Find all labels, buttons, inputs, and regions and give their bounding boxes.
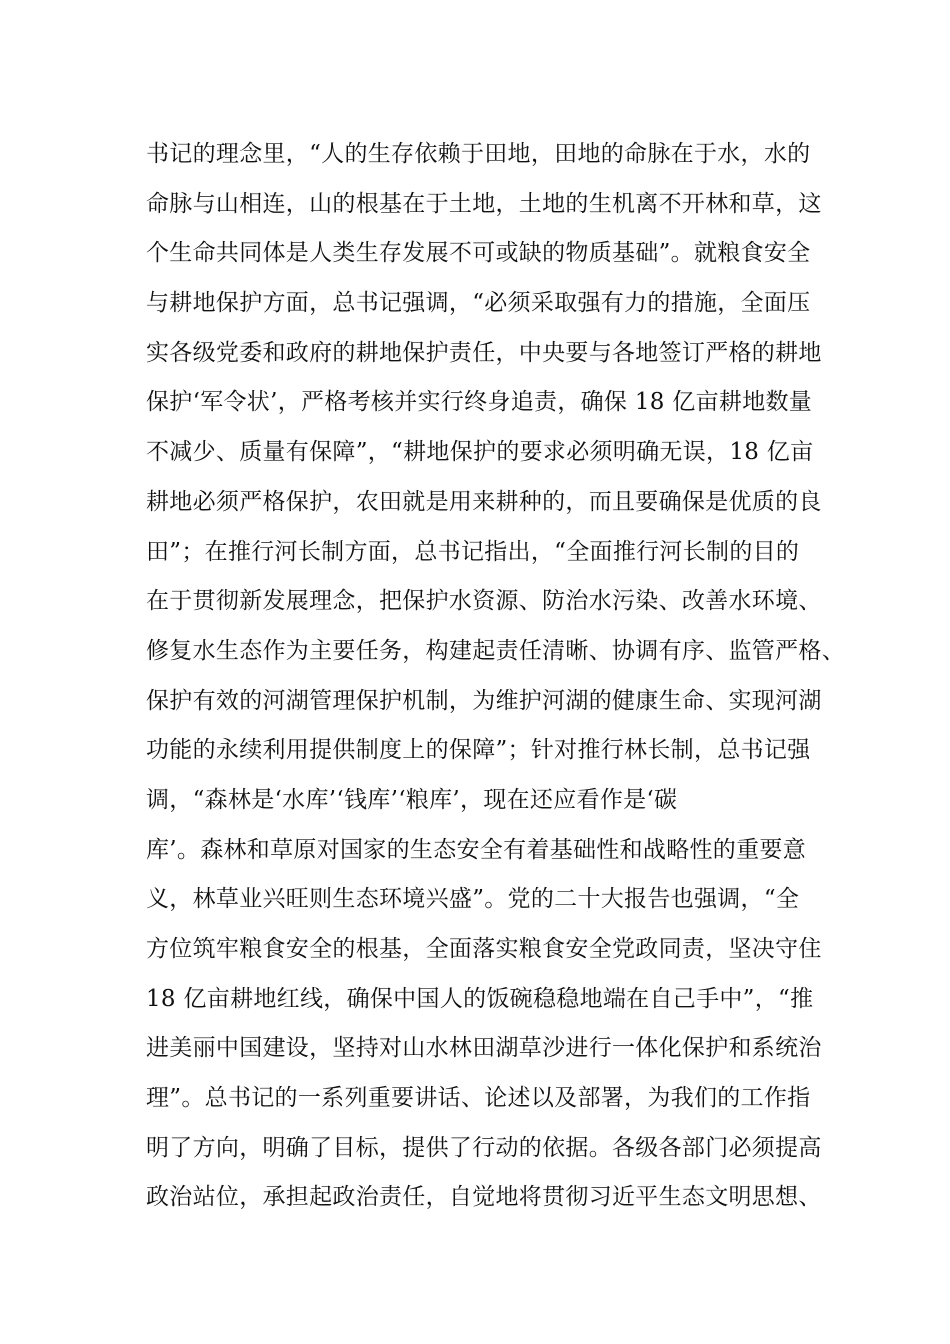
text-line-13: 功能的永续利用提供制度上的保障”；针对推行林长制，总书记强 (146, 737, 811, 764)
text-line-22: 政治站位，承担起政治责任，自觉地将贯彻习近平生态文明思想、 (146, 1184, 822, 1211)
text-line-15: 库’。森林和草原对国家的生态安全有着基础性和战略性的重要意 (146, 836, 807, 863)
text-line-19: 进美丽中国建设，坚持对山水林田湖草沙进行一体化保护和系统治 (146, 1035, 822, 1062)
text-line-17: 方位筑牢粮食安全的根基，全面落实粮食安全党政同责，坚决守住 (146, 936, 822, 962)
text-line-5: 实各级党委和政府的耕地保护责任，中央要与各地签订严格的耕地 (146, 339, 822, 366)
body-paragraph (146, 130, 845, 1223)
text-line-12: 保护有效的河湖管理保护机制，为维护河湖的健康生命、实现河湖 (146, 687, 822, 714)
text-line-7: 不减少、质量有保障”，“耕地保护的要求必须明确无误，18 亿亩 (146, 439, 814, 466)
text-line-9: 田”；在推行河长制方面，总书记指出，“全面推行河长制的目的 (146, 538, 800, 565)
text-line-21: 明了方向，明确了目标，提供了行动的依据。各级各部门必须提高 (146, 1134, 822, 1161)
text-line-10: 在于贯彻新发展理念，把保护水资源、防治水污染、改善水环境、 (146, 588, 822, 615)
text-line-20: 理”。总书记的一系列重要讲话、论述以及部署，为我们的工作指 (146, 1085, 811, 1112)
text-line-11: 修复水生态作为主要任务，构建起责任清晰、协调有序、监管严格、 (146, 637, 845, 664)
text-line-6: 保护‘军令状’，严格考核并实行终身追责，确保 18 亿亩耕地数量 (146, 389, 813, 416)
text-line-14: 调，“森林是‘水库’‘钱库’‘粮库’，现在还应看作是‘碳 (146, 786, 678, 813)
text-line-4: 与耕地保护方面，总书记强调，“必须采取强有力的措施，全面压 (146, 290, 811, 317)
text-line-8: 耕地必须严格保护，农田就是用来耕种的，而且要确保是优质的良 (146, 488, 822, 515)
text-line-18: 18 亿亩耕地红线，确保中国人的饭碗稳稳地端在自己手中”，“推 (146, 985, 814, 1012)
text-line-16: 义，林草业兴旺则生态环境兴盛”。党的二十大报告也强调，“全 (146, 886, 800, 913)
text-line-3: 个生命共同体是人类生存发展不可或缺的物质基础”。就粮食安全 (146, 240, 811, 267)
text-line-2: 命脉与山相连，山的根基在于土地，土地的生机离不开林和草，这 (146, 190, 822, 217)
text-line-1: 书记的理念里，“人的生存依赖于田地，田地的命脉在于水，水的 (146, 141, 811, 167)
